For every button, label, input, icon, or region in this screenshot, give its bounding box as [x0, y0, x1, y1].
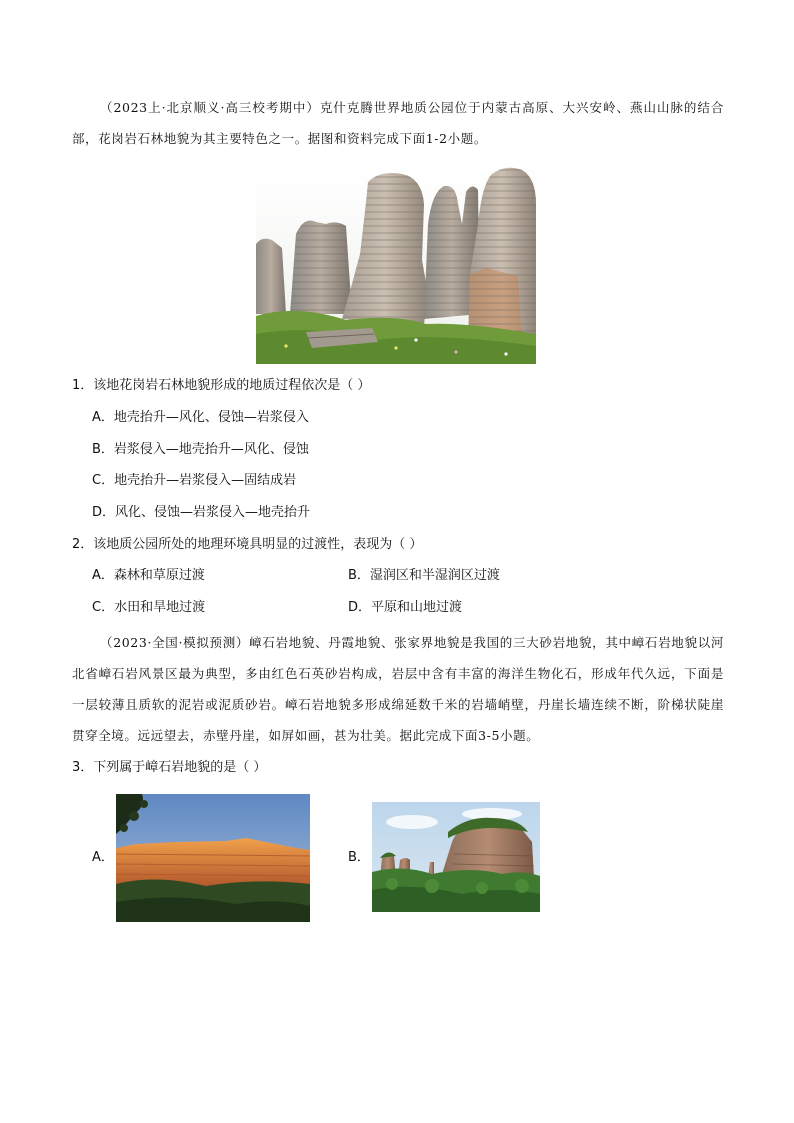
question-2-option-c[interactable]: C．水田和旱地过渡: [92, 600, 206, 615]
question-3-stem: 3．下列属于嶂石岩地貌的是（ ）: [72, 760, 267, 775]
question-2-stem: 2．该地质公园所处的地理环境具明显的过渡性，表现为（ ）: [72, 537, 423, 552]
danxia-peak-photo[interactable]: [372, 802, 540, 912]
intro-paragraph-2: （2023·全国·模拟预测）嶂石岩地貌、丹霞地貌、张家界地貌是我国的三大砂岩地貌，其中嶂石岩地貌以河北省嶂石岩风景区最为典型，多由红色石英砂岩构成，岩层中含有丰富的海洋生物化石，形成年代久远，下面是一层较薄且质软的泥岩或泥质砂岩。嶂石岩地貌多形成绵延数千米的岩墙峭壁，丹崖长墙连续不断，阶梯状陡崖贯穿全境。远远望去，赤壁丹崖，如屏如画，甚为壮美。据此完成下面3-5小题。: [72, 635, 724, 743]
question-1-option-c[interactable]: C．地壳抬升—岩浆侵入—固结成岩: [92, 473, 297, 488]
question-2-option-a[interactable]: A．森林和草原过渡: [92, 568, 205, 583]
question-3-option-a-label[interactable]: A．: [92, 850, 114, 865]
question-1-stem: 1．该地花岗岩石林地貌形成的地质过程依次是（ ）: [72, 378, 371, 393]
question-2-option-d[interactable]: D．平原和山地过渡: [348, 600, 463, 615]
question-1-option-a[interactable]: A．地壳抬升—风化、侵蚀—岩浆侵入: [92, 410, 309, 425]
granite-stone-forest-photo: [256, 164, 536, 364]
question-1-option-b[interactable]: B．岩浆侵入—地壳抬升—风化、侵蚀: [92, 442, 309, 457]
intro-paragraph-1: （2023上·北京顺义·高三校考期中）克什克腾世界地质公园位于内蒙古高原、大兴安岭、燕山山脉的结合部，花岗岩石林地貌为其主要特色之一。据图和资料完成下面1-2小题。: [72, 100, 724, 146]
question-3-option-b-label[interactable]: B．: [348, 850, 370, 865]
question-2-option-b[interactable]: B．湿润区和半湿润区过渡: [348, 568, 500, 583]
question-1-option-d[interactable]: D．风化、侵蚀—岩浆侵入—地壳抬升: [92, 505, 311, 520]
red-cliff-photo[interactable]: [116, 794, 310, 922]
